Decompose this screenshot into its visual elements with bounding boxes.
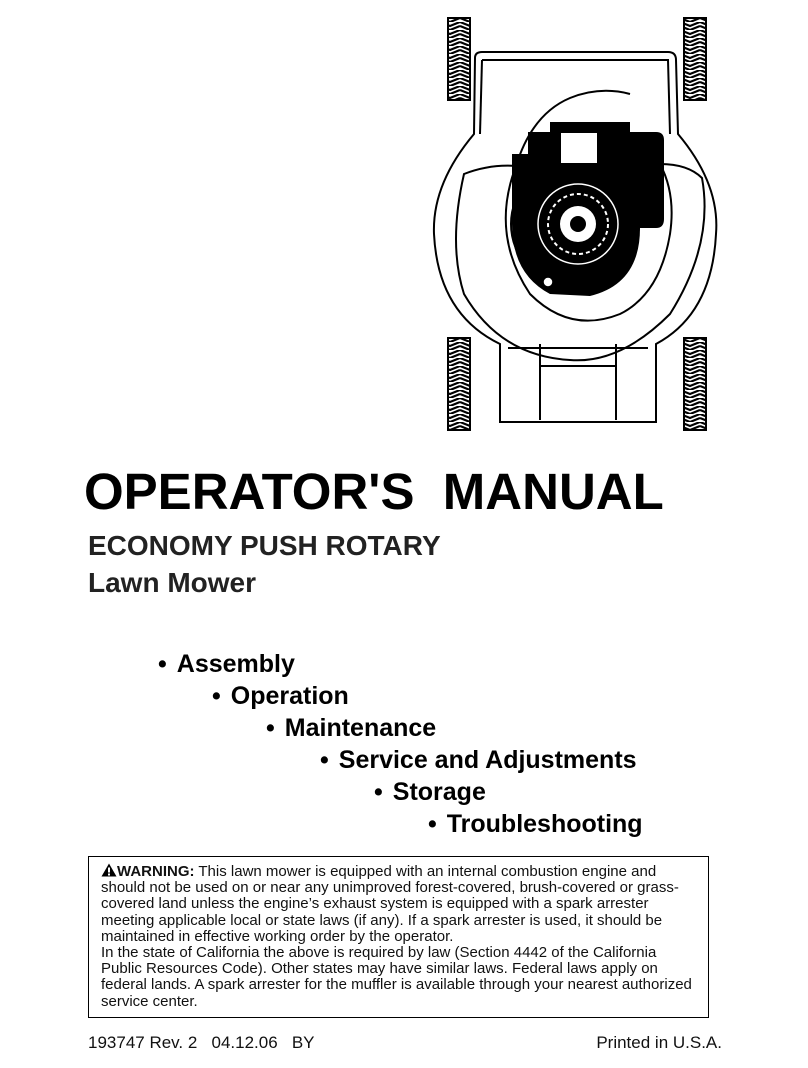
- bullet: •: [374, 778, 383, 806]
- topic-item: [158, 652, 295, 677]
- topic-item: [212, 684, 349, 709]
- topic-label: Maintenance: [284, 714, 437, 742]
- topic-label: Service and Adjustments: [338, 746, 637, 774]
- topic-label: Storage: [392, 778, 486, 806]
- bullet: •: [212, 682, 221, 710]
- topic-item: [428, 812, 643, 837]
- bullet: •: [158, 650, 167, 678]
- warning-label: WARNING:: [117, 863, 195, 880]
- product-name: Lawn Mower: [88, 567, 257, 598]
- warning-triangle-icon: [101, 863, 117, 877]
- wheel-front-right: [684, 18, 706, 100]
- warning-paragraph-2: In the state of California the above is required by law (Section 4442 of the California Public Resources Code). Other states may have similar laws. Federal laws apply on federal lands. A spark arrester for the muffler is available through your nearest authorized service center.: [101, 944, 692, 1010]
- wheel-rear-right: [684, 338, 706, 430]
- wheel-rear-left: [448, 338, 470, 430]
- warning-paragraph-1: [101, 863, 698, 945]
- topic-item: [320, 748, 637, 773]
- printed-in: Printed in U.S.A.: [596, 1033, 722, 1052]
- topic-label: Troubleshooting: [446, 810, 643, 838]
- product-subtitle: ECONOMY PUSH ROTARY: [88, 530, 441, 561]
- bullet: •: [266, 714, 275, 742]
- bullet: •: [320, 746, 329, 774]
- lawn-mower-illustration: [420, 14, 730, 434]
- manual-title: OPERATOR'S MANUAL: [84, 463, 664, 520]
- topic-item: [266, 716, 436, 741]
- bullet: •: [428, 810, 437, 838]
- warning-box: [88, 856, 709, 1018]
- topic-label: Assembly: [176, 650, 295, 678]
- part-number: 193747 Rev. 2 04.12.06 BY: [88, 1033, 315, 1052]
- wheel-front-left: [448, 18, 470, 100]
- topic-label: Operation: [230, 682, 349, 710]
- warning-text-1: This lawn mower is equipped with an internal combustion engine and should not be used on or near any unimproved forest-covered, brush-covered or grass-covered land unless the engine’s exhaust system is equipped with a spark arrester meeting applicable local or state laws (if any). If a spark arrester is used, it should be maintained in effective working order by the operator.: [101, 863, 679, 945]
- topic-item: [374, 780, 486, 805]
